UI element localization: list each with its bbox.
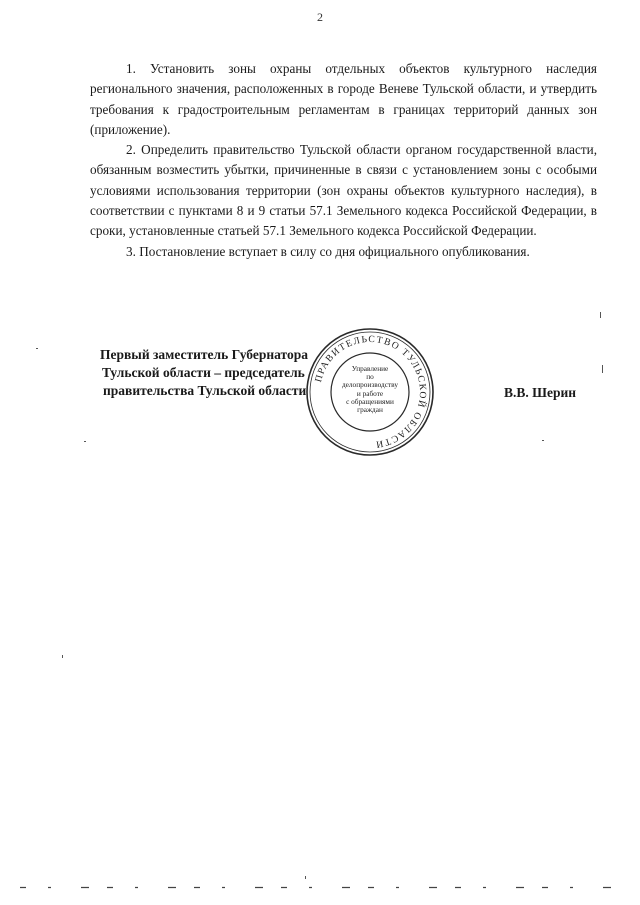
paragraph-1-line-1: 1. Установить зоны охраны отдельных объектов культурного наследия [126,61,597,76]
stamp-center-line-1: Управление [351,364,389,373]
paragraph-2-line-2: государственной власти, обязанным возместить убытки, причиненные [90,142,597,178]
paragraph-3 [90,242,597,262]
paragraph-2 [90,140,597,241]
scan-speck [542,440,544,441]
official-stamp [304,326,436,458]
scan-speck [600,312,601,318]
paragraph-1 [90,59,597,140]
paragraph-2-line-3: в связи с установлением зоны с особыми условиями использования [90,162,597,198]
signer-title-line-3: правительства Тульской области [103,383,307,398]
signer-title-line-1: Первый заместитель Губернатора [100,347,308,362]
scan-speck [84,441,86,442]
scan-edge-noise [20,886,620,889]
stamp-center-line-3: и работе [356,388,384,398]
paragraph-3-line-1: 3. Постановление вступает в силу со дня официального опубликования. [126,243,530,259]
stamp-center-line-5: граждан [357,405,383,415]
paragraph-1-line-2: регионального значения, расположенных в городе Веневе Тульской области, [90,81,526,97]
signer-title-line-2: Тульской области – председатель [102,365,305,380]
stamp-center-line-4: с обращениями [346,396,394,406]
scan-speck [62,655,63,658]
signer-name: В.В. Шерин [504,385,577,400]
stamp-center-line-2: по делопроизводству [341,372,399,390]
paragraph-2-line-1: 2. Определить правительство Тульской области органом [126,142,452,158]
document-body [90,59,597,262]
scan-speck [36,348,38,349]
stamp-ring-text: ПРАВИТЕЛЬСТВО ТУЛЬСКОЙ ОБЛАСТИ [312,333,429,450]
scan-speck [602,365,603,373]
paragraph-2-line-5: с пунктами 8 и 9 статьи 57.1 Земельного кодекса Российской Федерации, [168,203,587,219]
paragraph-2-line-6: в сроки, установленные статьей 57.1 Земельного кодекса Российской [90,203,598,239]
page-number: 2 [317,10,323,24]
paragraph-1-line-4: территорий данных зон (приложение). [90,101,598,137]
stamp-center-text [338,365,402,414]
paragraph-1-line-3: и утвердить требования к градостроительным регламентам в границах [90,81,598,117]
paragraph-2-line-4: территории (зон охраны объектов культурного наследия), в соответствии [90,182,598,219]
scan-speck [305,876,306,879]
paragraph-2-line-7: Федерации. [471,223,537,239]
